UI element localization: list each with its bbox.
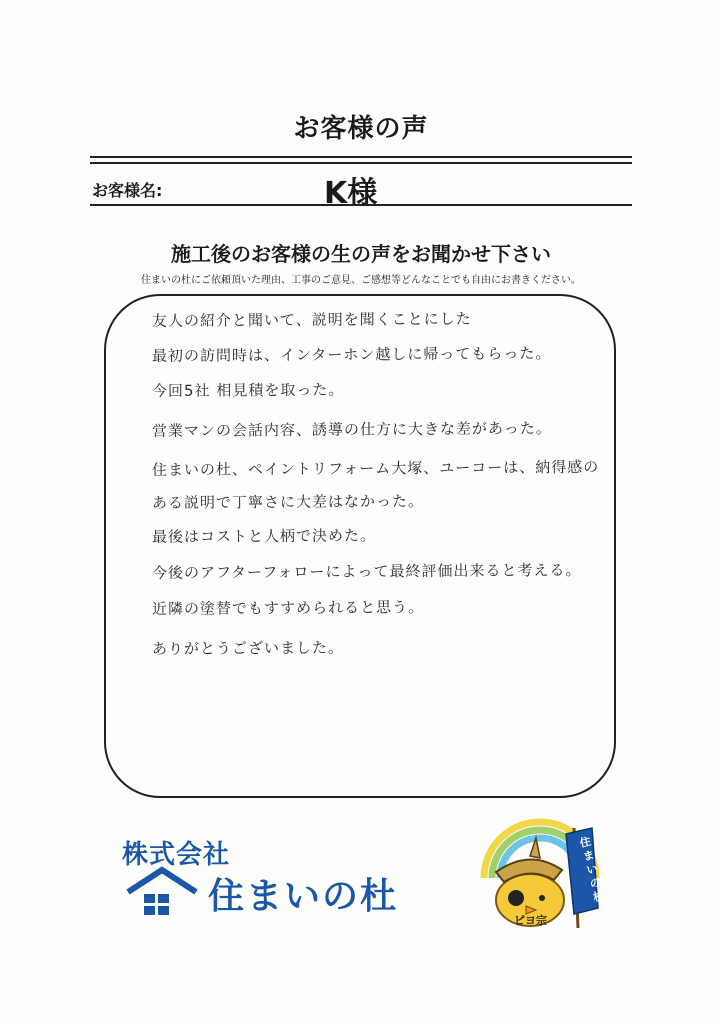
comment-line: 今回5社 相見積を取った。	[151, 380, 345, 400]
name-underline	[90, 204, 632, 206]
form-instructions: 住まいの杜にご依頼頂いた理由、工事のご意見、ご感想等どんなことでも自由にお書きください。	[141, 275, 581, 286]
company-name: 住まいの杜	[208, 876, 399, 917]
form-heading: 施工後のお客様の生の声をお聞かせ下さい	[171, 242, 551, 266]
title-double-rule	[90, 156, 632, 164]
comment-line: ありがとうございました。	[151, 638, 345, 658]
mascot-name: ピヨ宗	[514, 914, 547, 927]
customer-name-row	[92, 170, 632, 211]
company-type: 株式会社	[122, 840, 231, 870]
comment-line: 住まいの杜、ペイントリフォーム大塚、ユーコーは、納得感の	[151, 457, 600, 479]
mascot-flag-text: 住まいの杜	[578, 834, 606, 905]
comment-line: 営業マンの会話内容、誘導の仕方に大きな差があった。	[151, 419, 552, 440]
customer-name-label: お客様名:	[92, 181, 163, 200]
comment-line: 今後のアフターフォローによって最終評価出来ると考える。	[151, 561, 582, 582]
page-title: お客様の声	[293, 114, 429, 144]
house-logo-icon	[124, 866, 200, 918]
comment-line: 最初の訪問時は、インターホン越しに帰ってもらった。	[151, 344, 552, 365]
customer-name-value: K様	[324, 176, 378, 211]
comment-line: 近隣の塗替でもすすめられると思う。	[151, 598, 425, 618]
comment-line: 友人の紹介と聞いて、説明を聞くことにした	[151, 309, 472, 330]
comment-line: ある説明で丁寧さに大差はなかった。	[151, 492, 425, 512]
comment-line: 最後はコストと人柄で決めた。	[151, 526, 377, 546]
